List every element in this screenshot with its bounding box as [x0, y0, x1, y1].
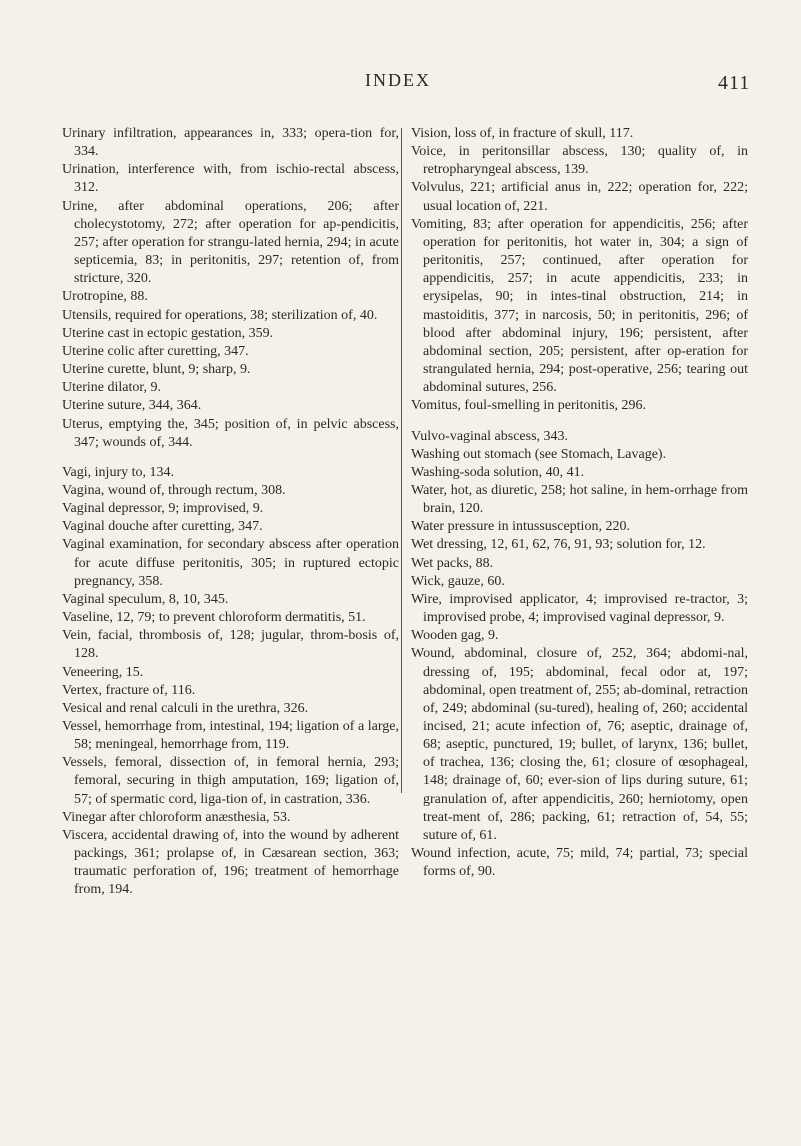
index-column-left [62, 125, 399, 900]
index-entry: Urotropine, 88. [62, 289, 148, 305]
index-entry: Uterine curette, blunt, 9; sharp, 9. [62, 362, 251, 378]
index-entry: Vaseline, 12, 79; to prevent chloroform dermatitis, 51. [62, 610, 366, 626]
index-entry: Water, hot, as diuretic, 258; hot saline, in hem-orrhage from brain, 120. [411, 482, 748, 517]
index-entry: Vomiting, 83; after operation for appendicitis, 256; after operation for peritonitis, hot water in, 304; a sign of peritonitis, 257; continued, after operation for appendicitis, 257; in acute appendicitis, 233; in erysipelas, 90; in intes-tinal obstruction, 214; in mastoiditis, 377; in narcosis, 50; in peritonitis, 296; of blood after abdominal injury, 196; persistent, after abdominal section, 205; persistent, after op-eration for strangulated hernia, 294; post-operative, 256; tearing out abdominal sutures, 256. [411, 216, 748, 396]
page-header [0, 70, 801, 100]
index-entry: Wet packs, 88. [411, 555, 494, 571]
index-entry: Vesical and renal calculi in the urethra, 326. [62, 700, 309, 716]
page-number: 411 [718, 72, 751, 94]
index-entry: Vagi, injury to, 134. [62, 464, 174, 480]
index-entry: Vaginal depressor, 9; improvised, 9. [62, 501, 264, 517]
index-entry: Uterine dilator, 9. [62, 380, 161, 396]
index-entry: Veneering, 15. [62, 664, 144, 680]
index-entry: Urinary infiltration, appearances in, 333; opera-tion for, 334. [62, 126, 399, 160]
index-entry: Urine, after abdominal operations, 206; after cholecystotomy, 272; after operation for ap-pendicitis, 257; after operation for strangu-lated hernia, 294; in acute septicemia, 83; in peritonitis, 297; retention of, from stricture, 320. [62, 198, 399, 287]
index-entry: Washing-soda solution, 40, 41. [411, 464, 585, 480]
column-divider [401, 128, 402, 793]
index-entry: Vein, facial, thrombosis of, 128; jugular, throm-bosis of, 128. [62, 628, 399, 662]
index-entry: Vulvo-vaginal abscess, 343. [411, 428, 569, 444]
index-entry: Utensils, required for operations, 38; sterilization of, 40. [62, 307, 378, 323]
index-entry: Vaginal examination, for secondary abscess after operation for acute diffuse peritonitis, 305; in ruptured ectopic pregnancy, 358. [62, 537, 399, 589]
index-entry: Wooden gag, 9. [411, 628, 499, 644]
index-entry: Uterus, emptying the, 345; position of, in pelvic abscess, 347; wounds of, 344. [62, 416, 399, 450]
index-entry: Wet dressing, 12, 61, 62, 76, 91, 93; solution for, 12. [411, 537, 706, 553]
running-title: INDEX [365, 70, 431, 90]
index-entry: Vessel, hemorrhage from, intestinal, 194; ligation of a large, 58; meningeal, hemorrhage from, 119. [62, 719, 399, 753]
index-entry: Vessels, femoral, dissection of, in femoral hernia, 293; femoral, securing in thigh amputation, 169; ligation of, 57; of spermatic cord, liga-tion of, in castration, 336. [62, 755, 399, 807]
index-entry: Vaginal douche after curetting, 347. [62, 519, 263, 535]
index-entry: Wound, abdominal, closure of, 252, 364; abdomi-nal, dressing of, 195; abdominal, fecal odor at, 197; abdominal, open treatment of, 255; ab-dominal, retraction of, 249; abdominal (su-tured), healing of, 260; accidental incised, 21; acute infection of, 76; aseptic, drainage of, 68; aseptic, punctured, 19; bullet, of larynx, 136; bullet, of trachea, 136; closing the, 61; closure of œsophageal, 148; drainage of, 60; ever-sion of lips during suture, 61; granulation of, after appendicitis, 260; herniotomy, open treat-ment of, 286; packing, 61; retraction of, 54, 55; suture of, 61. [411, 646, 748, 843]
index-entry: Voice, in peritonsillar abscess, 130; quality of, in retropharyngeal abscess, 139. [411, 144, 748, 178]
index-entry: Vinegar after chloroform anæsthesia, 53. [62, 809, 291, 825]
index-entry: Wick, gauze, 60. [411, 573, 505, 589]
index-entry: Uterine colic after curetting, 347. [62, 343, 249, 359]
index-entry: Vision, loss of, in fracture of skull, 117. [411, 126, 634, 141]
index-entry: Vertex, fracture of, 116. [62, 682, 196, 698]
index-entry: Vaginal speculum, 8, 10, 345. [62, 591, 229, 607]
index-entry: Uterine cast in ectopic gestation, 359. [62, 325, 274, 341]
index-entry: Wound infection, acute, 75; mild, 74; partial, 73; special forms of, 90. [411, 846, 748, 880]
index-column-right [411, 125, 748, 881]
index-entry: Washing out stomach (see Stomach, Lavage). [411, 446, 667, 462]
index-entry: Wire, improvised applicator, 4; improvised re-tractor, 3; improvised probe, 4; improvised vaginal depressor, 9. [411, 591, 748, 626]
index-entry: Water pressure in intussusception, 220. [411, 519, 630, 535]
index-entry: Vomitus, foul-smelling in peritonitis, 296. [411, 398, 647, 414]
index-entry: Volvulus, 221; artificial anus in, 222; operation for, 222; usual location of, 221. [411, 180, 748, 214]
index-entry: Uterine suture, 344, 364. [62, 398, 202, 414]
index-entry: Vagina, wound of, through rectum, 308. [62, 482, 286, 498]
index-entry: Urination, interference with, from ischio-rectal abscess, 312. [62, 162, 399, 196]
index-entry: Viscera, accidental drawing of, into the wound by adherent packings, 361; prolapse of, in Cæsarean section, 363; traumatic perforation of, 196; treatment of hemorrhage from, 194. [62, 827, 399, 898]
